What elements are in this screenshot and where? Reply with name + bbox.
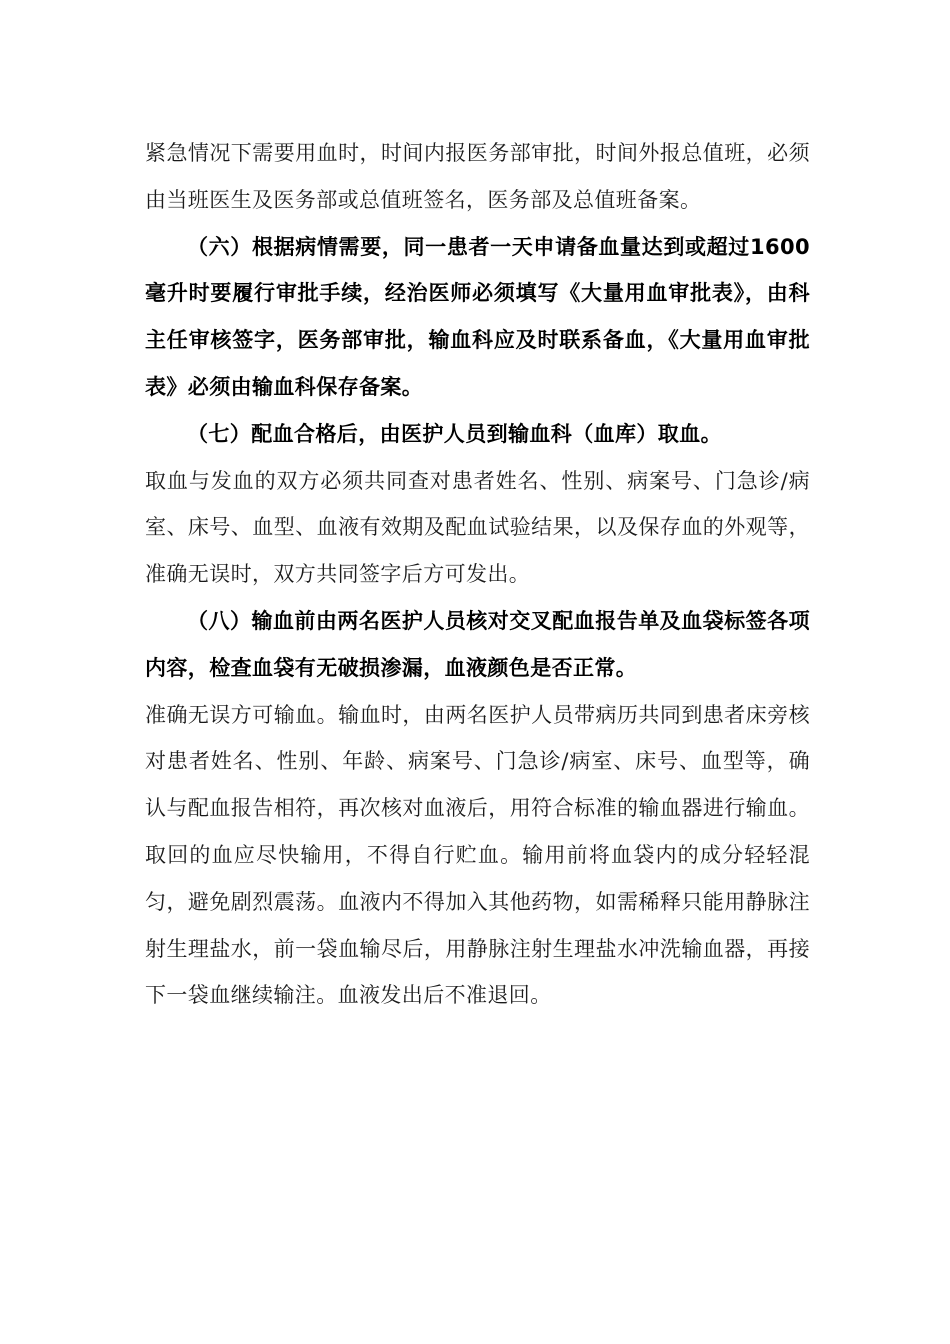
paragraph-blood-collection-check: 取血与发血的双方必须共同查对患者姓名、性别、病案号、门急诊/病室、床号、血型、血液有效期及配血试验结果，以及保存血的外观等，准确无误时，双方共同签字后方可发出。 <box>145 468 810 587</box>
paragraph-section-six: （六）根据病情需要，同一患者一天申请备血量达到或超过1600毫升时要履行审批手续，经治医师必须填写《大量用血审批表》，由科主任审核签字，医务部审批，输血科应及时联系备血，《大量用血审批表》必须由输血科保存备案。 <box>145 234 810 399</box>
paragraph-section-seven: （七）配血合格后，由医护人员到输血科（血库）取血。 <box>187 421 722 446</box>
paragraph-transfusion-procedure: 准确无误方可输血。输血时，由两名医护人员带病历共同到患者床旁核对患者姓名、性别、年龄、病案号、门急诊/病室、床号、血型等，确认与配血报告相符，再次核对血液后，用符合标准的输血器进行输血。取回的血应尽快输用，不得自行贮血。输用前将血袋内的成分轻轻混匀，避免剧烈震荡。血液内不得加入其他药物，如需稀释只能用静脉注射生理盐水，前一袋血输尽后，用静脉注射生理盐水冲洗输血器，再接下一袋血继续输注。血液发出后不准退回。 <box>145 702 810 1008</box>
paragraph-section-eight: （八）输血前由两名医护人员核对交叉配血报告单及血袋标签各项内容，检查血袋有无破损渗漏，血液颜色是否正常。 <box>145 608 810 680</box>
paragraph-emergency-approval: 紧急情况下需要用血时，时间内报医务部审批，时间外报总值班，必须由当班医生及医务部或总值班签名，医务部及总值班备案。 <box>145 141 810 212</box>
document-body <box>145 130 810 1019</box>
